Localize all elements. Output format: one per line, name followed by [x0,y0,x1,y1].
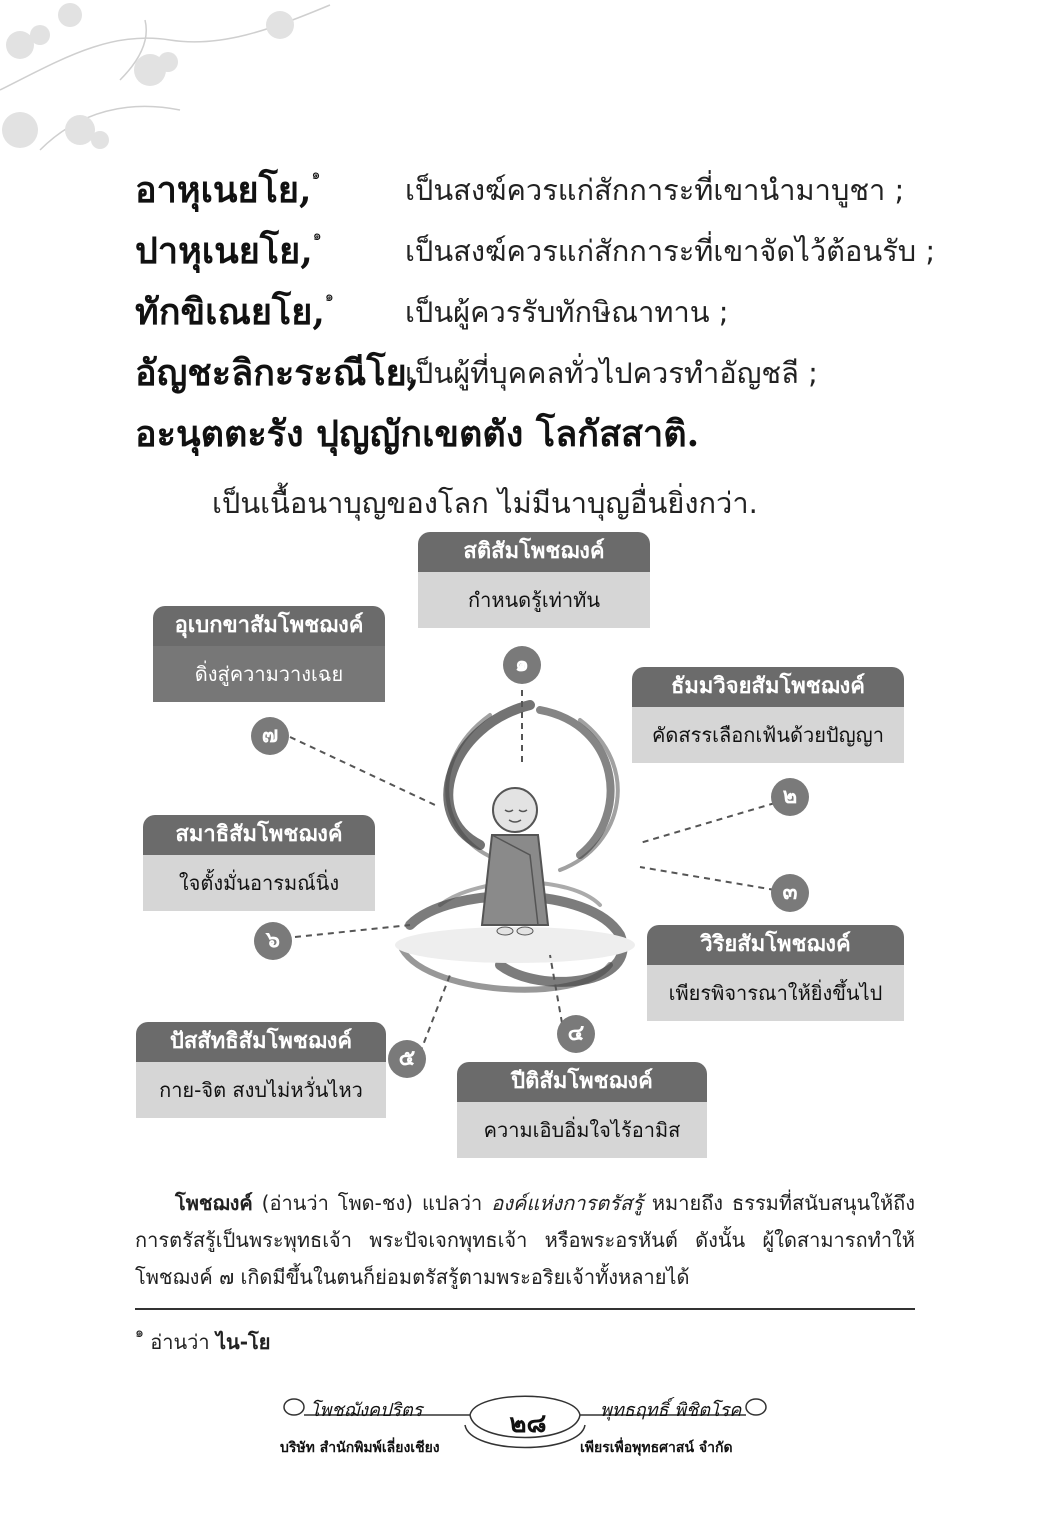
footnote-divider [135,1308,915,1310]
factor-number-badge: ๑ [503,646,541,684]
factor-desc: เพียรพิจารณาให้ยิ่งขึ้นไป [647,965,904,1021]
explanation-paragraph [135,1185,915,1296]
footnote-mark: ๑ [311,167,321,183]
floral-corner-decoration [0,0,340,160]
bojjhanga-diagram [120,525,940,1175]
factor-title: ปีติสัมโพชฌงค์ [457,1062,707,1102]
italic-term: องค์แห่งการตรัสรู้ [491,1191,643,1215]
factor-title: ธัมมวิจยสัมโพชฌงค์ [632,667,904,707]
chant-line-3 [135,289,729,333]
footnote-label: อ่านว่า [143,1330,216,1354]
publisher-left: บริษัท สำนักพิมพ์เลี่ยงเชียง [280,1440,440,1456]
factor-desc: ดิ่งสู่ความวางเฉย [153,646,385,702]
footnote [135,1326,270,1358]
pali-word: ทักขิเณยโย, [135,291,325,333]
factor-title: ปัสสัทธิสัมโพชฌงค์ [136,1022,386,1062]
factor-title: สมาธิสัมโพชฌงค์ [143,815,375,855]
factor-5-box [136,1022,386,1118]
text-span: หมายถึง ธรรมที่สนับสนุนให้ถึงการตรัสรู้เป็นพระพุทธเจ้า พระปัจเจกพุทธเจ้า หรือพระอรหันต์ ดังนั้น ผู้ใดสามารถทำให้โพชฌงค์ ๗ เกิดมีขึ้นในตนก็ย่อมตรัสรู้ตามพระอริยเจ้าทั้งหลายได้ [135,1191,915,1289]
factor-number-badge: ๔ [557,1015,595,1053]
translation: เป็นสงฆ์ควรแก่สักการะที่เขานำมาบูชา ; [405,173,905,207]
pali-word: อาหุเนยโย, [135,169,312,211]
publisher-right: เพียรเพื่อพุทธศาสน์ จำกัด [580,1440,733,1456]
factor-title: อุเบกขาสัมโพชฌงค์ [153,606,385,646]
page-number: ๒๘ [509,1409,547,1439]
footnote-mark: ๑ [135,1325,144,1341]
pali-word: อัญชะลิกะระณีโย, [135,352,420,394]
page-footer [270,1385,780,1465]
factor-title: สติสัมโพชฌงค์ [418,532,650,572]
factor-6-box [143,815,375,911]
footnote-mark: ๑ [312,228,322,244]
factor-number-badge: ๒ [771,778,809,816]
footnote-value: ไน-โย [215,1330,271,1354]
factor-3-box [647,925,904,1021]
pali-word: ปาหุเนยโย, [135,230,313,272]
chant-line-5 [135,413,700,455]
term: โพชฌงค์ [175,1191,253,1215]
factor-number-badge: ๖ [254,922,292,960]
factor-1-box [418,532,650,628]
factor-desc: กำหนดรู้เท่าทัน [418,572,650,628]
factor-4-box [457,1062,707,1158]
factor-number-badge: ๗ [251,717,289,755]
text-span: (อ่านว่า โพด-ชง) แปลว่า [252,1191,492,1215]
pali-last-line: อะนุตตะรัง ปุญญักเขตตัง โลกัสสาติ. [135,413,700,455]
monk-figure [482,788,548,935]
footnote-mark: ๑ [324,289,334,305]
book-subtitle: พุทธฤทธิ์ พิชิตโรค [600,1400,742,1421]
chant-line-1 [135,167,905,211]
factor-7-box [153,606,385,702]
factor-number-badge: ๓ [771,874,809,912]
chant-line-2 [135,228,936,272]
factor-title: วิริยสัมโพชฌงค์ [647,925,904,965]
book-title: โพชฌังคปริตร [310,1400,423,1421]
last-line-meaning: เป็นเนื้อนาบุญของโลก ไม่มีนาบุญอื่นยิ่งกว่า. [212,486,758,520]
factor-desc: กาย-จิต สงบไม่หวั่นไหว [136,1062,386,1118]
translation: เป็นผู้ที่บุคคลทั่วไปควรทำอัญชลี ; [405,356,818,390]
factor-desc: ใจตั้งมั่นอารมณ์นิ่ง [143,855,375,911]
translation: เป็นผู้ควรรับทักษิณาทาน ; [405,295,729,329]
chant-line-4 [135,352,818,394]
factor-desc: คัดสรรเลือกเฟ้นด้วยปัญญา [632,707,904,763]
factor-2-box [632,667,904,763]
factor-number-badge: ๕ [388,1040,426,1078]
factor-desc: ความเอิบอิ่มใจไร้อามิส [457,1102,707,1158]
translation: เป็นสงฆ์ควรแก่สักการะที่เขาจัดไว้ต้อนรับ ; [405,234,936,268]
